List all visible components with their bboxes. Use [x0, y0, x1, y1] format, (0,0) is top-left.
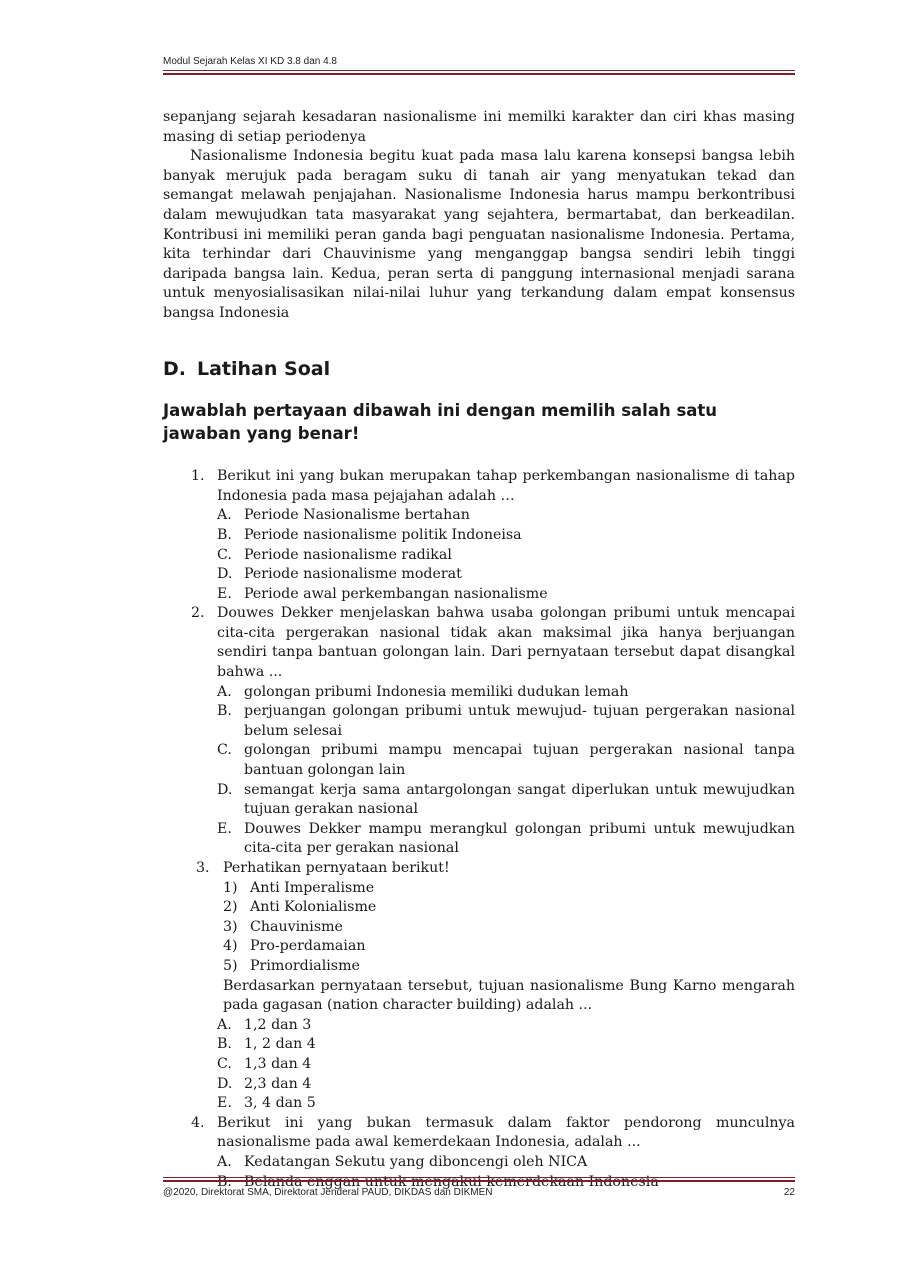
section-heading: [163, 357, 795, 380]
question-number: 4.: [191, 1114, 205, 1131]
option-text: 1,2 dan 3: [244, 1016, 312, 1033]
option-text: Periode nasionalisme moderat: [244, 566, 462, 583]
question-item: [163, 859, 795, 1114]
answer-option[interactable]: [217, 820, 795, 859]
instruction-text: Jawablah pertayaan dibawah ini dengan memilih salah satu jawaban yang benar!: [163, 401, 718, 444]
option-text: golongan pribumi mampu mencapai tujuan pergerakan nasional tanpa bantuan golongan lain: [244, 742, 795, 779]
question-number: 3.: [196, 860, 210, 876]
option-text: Periode nasionalisme politik Indoneisa: [244, 526, 522, 543]
option-text: Periode nasionalisme radikal: [244, 546, 452, 563]
option-text: Douwes Dekker mampu merangkul golongan pribumi untuk mewujudkan cita-cita per gerakan nasional: [244, 820, 795, 857]
option-letter: B.: [217, 1173, 232, 1190]
option-text: perjuangan golongan pribumi untuk mewujud- tujuan pergerakan nasional belum selesai: [244, 703, 795, 739]
statement-text: Anti Kolonialisme: [250, 899, 377, 916]
option-letter: B.: [217, 703, 232, 720]
answer-option[interactable]: [217, 526, 795, 546]
question-text: Perhatikan pernyataan berikut!: [223, 860, 450, 876]
option-text: Kedatangan Sekutu yang diboncengi oleh NICA: [244, 1153, 588, 1170]
question-number: 1.: [191, 468, 205, 485]
statement-text: Chauvinisme: [250, 918, 343, 935]
answer-option[interactable]: [217, 1016, 795, 1036]
statement-number: 3): [223, 918, 238, 935]
statement-item: [223, 957, 795, 977]
option-letter: B.: [217, 526, 232, 543]
option-list: [217, 506, 795, 604]
answer-option[interactable]: [217, 741, 795, 780]
question-item: [163, 604, 795, 859]
question-text: Douwes Dekker menjelaskan bahwa usaba golongan pribumi untuk mencapai cita-cita pergerakan nasional tidak akan maksimal jika hanya berjuangan sendiri tanpa bantuan golongan lain. Dari pernyataan tersebut dapat disangkal bahwa ...: [217, 605, 795, 681]
answer-option[interactable]: [217, 1153, 795, 1173]
question-text: Berikut ini yang bukan merupakan tahap perkembangan nasionalisme di tahap Indonesia pada masa pejajahan adalah …: [217, 468, 795, 504]
option-letter: D.: [217, 566, 233, 583]
question-followup: Berdasarkan pernyataan tersebut, tujuan nasionalisme Bung Karno mengarah pada gagasan (nation character building) adalah ...: [223, 977, 795, 1014]
statement-item: [223, 879, 795, 899]
statement-text: Pro-perdamaian: [250, 938, 366, 955]
option-letter: D.: [217, 1075, 233, 1092]
answer-option[interactable]: [217, 1035, 795, 1055]
page-header: Modul Sejarah Kelas XI KD 3.8 dan 4.8: [163, 56, 337, 67]
answer-option[interactable]: [217, 565, 795, 585]
option-letter: C.: [217, 1055, 232, 1072]
statement-item: [223, 937, 795, 957]
statement-text: Anti Imperalisme: [250, 879, 375, 896]
option-text: Periode Nasionalisme bertahan: [244, 507, 470, 524]
option-letter: A.: [217, 683, 232, 700]
option-text: 2,3 dan 4: [244, 1075, 312, 1092]
intro-paragraph: sepanjang sejarah kesadaran nasionalisme ini memilki karakter dan ciri khas masing masing di setiap periodenya: [163, 109, 795, 145]
section-number: D.: [163, 357, 186, 380]
option-letter: A.: [217, 1153, 232, 1170]
answer-option[interactable]: [217, 781, 795, 820]
statement-number: 5): [223, 957, 238, 974]
statement-number: 4): [223, 938, 238, 955]
option-text: 3, 4 dan 5: [244, 1095, 316, 1112]
option-list: [217, 1016, 795, 1114]
answer-option[interactable]: [217, 683, 795, 703]
footer-divider: [163, 1177, 795, 1182]
option-letter: A.: [217, 1016, 232, 1033]
answer-option[interactable]: [217, 546, 795, 566]
option-list: [217, 683, 795, 859]
option-letter: B.: [217, 1036, 232, 1053]
answer-option[interactable]: [217, 585, 795, 605]
statement-list: [223, 879, 795, 977]
option-letter: C.: [217, 742, 232, 759]
option-text: 1, 2 dan 4: [244, 1036, 316, 1053]
option-letter: E.: [217, 820, 232, 837]
page-content: [163, 108, 795, 1192]
option-text: Periode awal perkembangan nasionalisme: [244, 585, 548, 602]
header-divider: [163, 70, 795, 75]
statement-number: 1): [223, 879, 238, 896]
answer-option[interactable]: [217, 702, 795, 741]
statement-item: [223, 918, 795, 938]
option-text: semangat kerja sama antargolongan sangat diperlukan untuk mewujudkan tujuan gerakan nasional: [244, 781, 795, 818]
statement-number: 2): [223, 899, 238, 916]
section-title: Latihan Soal: [197, 357, 331, 380]
question-text: Berikut ini yang bukan termasuk dalam faktor pendorong munculnya nasionalisme pada awal kemerdekaan Indonesia, adalah ...: [217, 1114, 795, 1151]
footer-credit: @2020, Direktorat SMA, Direktorat Jenderal PAUD, DIKDAS dan DIKMEN: [163, 1187, 493, 1198]
option-text: 1,3 dan 4: [244, 1055, 312, 1072]
statement-item: [223, 898, 795, 918]
answer-option[interactable]: [217, 506, 795, 526]
option-letter: A.: [217, 507, 232, 524]
question-item: [163, 467, 795, 604]
answer-option[interactable]: [217, 1055, 795, 1075]
option-letter: D.: [217, 781, 233, 798]
option-text: Belanda enggan untuk mengakui kemerdekaan Indonesia: [244, 1173, 659, 1190]
question-number: 2.: [191, 605, 205, 622]
statement-text: Primordialisme: [250, 957, 360, 974]
page-footer: [163, 1187, 795, 1198]
answer-option[interactable]: [217, 1094, 795, 1114]
option-letter: C.: [217, 546, 232, 563]
intro-paragraph: Nasionalisme Indonesia begitu kuat pada masa lalu karena konsepsi bangsa lebih banyak merujuk pada beragam suku di tanah air yang menyatukan tekad dan semangat melawah penjajahan. Nasionalisme Indonesia harus mampu berkontribusi dalam mewujudkan tata masyarakat yang sejahtera, bermartabat, dan berkeadilan. Kontribusi ini memiliki peran ganda bagi penguatan nasionalisme Indonesia. Pertama, kita terhindar dari Chauvinisme yang menganggap bangsa sendiri lebih tinggi daripada bangsa lain. Kedua, peran serta di panggung internasional menjadi sarana untuk menyosialisasikan nilai-nilai luhur yang terkandung dalam empat konsensus bangsa Indonesia: [163, 148, 795, 321]
page-number: 22: [783, 1187, 795, 1198]
question-list: [163, 467, 795, 1192]
option-letter: E.: [217, 585, 232, 602]
option-letter: E.: [217, 1095, 232, 1112]
answer-option[interactable]: [217, 1075, 795, 1095]
option-text: golongan pribumi Indonesia memiliki dudukan lemah: [244, 683, 629, 700]
